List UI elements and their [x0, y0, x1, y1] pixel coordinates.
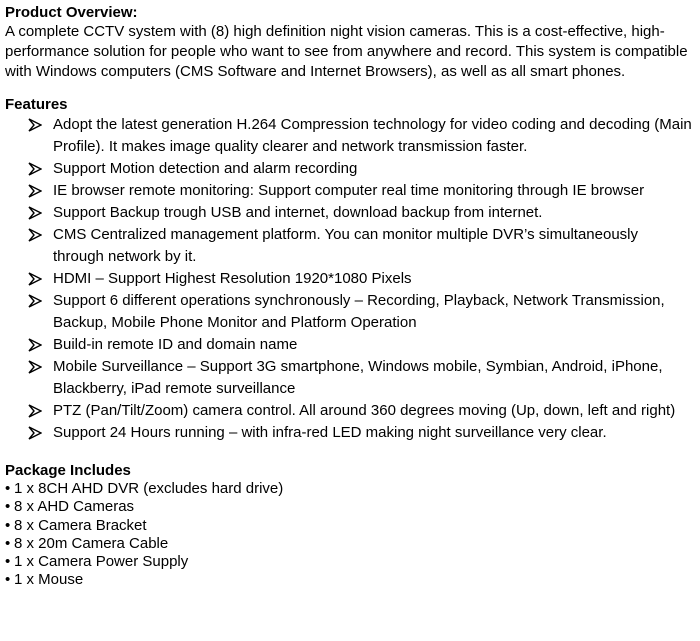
feature-text: Adopt the latest generation H.264 Compression technology for video coding and decoding (Main Profile). It makes image quality clearer and network transmission faster.	[53, 116, 692, 155]
package-item	[5, 517, 700, 535]
package-list	[5, 480, 700, 590]
arrow-bullet-icon	[28, 338, 42, 352]
package-item-text: 8 x Camera Bracket	[14, 516, 147, 534]
feature-item	[5, 422, 693, 444]
arrow-bullet-icon	[28, 360, 42, 374]
feature-item	[5, 400, 693, 422]
feature-text: Mobile Surveillance – Support 3G smartphone, Windows mobile, Symbian, Android, iPhone, Blackberry, iPad remote surveillance	[53, 358, 663, 397]
arrow-bullet-icon	[28, 404, 42, 418]
arrow-bullet-icon	[28, 206, 42, 220]
feature-text: Support Motion detection and alarm recording	[53, 160, 358, 177]
bullet: •	[5, 480, 11, 497]
spacer	[5, 444, 700, 462]
arrow-bullet-icon	[28, 162, 42, 176]
feature-item	[5, 290, 693, 334]
package-item	[5, 535, 700, 553]
feature-item	[5, 202, 693, 224]
feature-item	[5, 114, 693, 158]
bullet: •	[5, 553, 11, 571]
bullet: •	[5, 534, 11, 552]
package-item-text: 1 x Camera Power Supply	[14, 553, 189, 571]
features-list	[5, 114, 700, 444]
overview-heading: Product Overview:	[5, 4, 138, 21]
bullet: •	[5, 516, 11, 534]
features-heading: Features	[5, 96, 68, 113]
package-item-text: 1 x 8CH AHD DVR (excludes hard drive)	[14, 480, 284, 497]
package-item-text: 1 x Mouse	[14, 571, 84, 589]
arrow-bullet-icon	[28, 426, 42, 440]
package-item-text: 8 x AHD Cameras	[14, 498, 135, 516]
package-item	[5, 498, 700, 516]
package-item	[5, 553, 700, 571]
bullet: •	[5, 498, 11, 516]
feature-item	[5, 356, 693, 400]
feature-text: IE browser remote monitoring: Support computer real time monitoring through IE browser	[53, 182, 645, 199]
package-item-text: 8 x 20m Camera Cable	[14, 534, 169, 552]
feature-text: Build-in remote ID and domain name	[53, 336, 298, 353]
arrow-bullet-icon	[28, 294, 42, 308]
feature-text: Support 24 Hours running – with infra-red LED making night surveillance very clear.	[53, 424, 607, 441]
feature-text: Support Backup trough USB and internet, download backup from internet.	[53, 204, 543, 221]
feature-text: Support 6 different operations synchronously – Recording, Playback, Network Transmission, Backup, Mobile Phone Monitor and Platform Operation	[53, 292, 665, 331]
arrow-bullet-icon	[28, 184, 42, 198]
arrow-bullet-icon	[28, 228, 42, 242]
package-item	[5, 480, 700, 498]
spacer	[5, 82, 700, 96]
feature-item	[5, 224, 693, 268]
feature-text: CMS Centralized management platform. You can monitor multiple DVR’s simultaneously through network by it.	[53, 226, 638, 265]
arrow-bullet-icon	[28, 118, 42, 132]
feature-item	[5, 268, 693, 290]
feature-text: PTZ (Pan/Tilt/Zoom) camera control. All around 360 degrees moving (Up, down, left and right)	[53, 402, 676, 419]
feature-text: HDMI – Support Highest Resolution 1920*1080 Pixels	[53, 270, 412, 287]
feature-item	[5, 180, 693, 202]
feature-item	[5, 334, 693, 356]
overview-text: A complete CCTV system with (8) high definition night vision cameras. This is a cost-effective, high-performance solution for people who want to see from anywhere and record. This system is compatible with Windows computers (CMS Software and Internet Browsers), as well as all smart phones.	[5, 23, 688, 80]
package-item	[5, 571, 700, 589]
feature-item	[5, 158, 693, 180]
package-heading: Package Includes	[5, 462, 131, 479]
arrow-bullet-icon	[28, 272, 42, 286]
bullet: •	[5, 571, 11, 589]
